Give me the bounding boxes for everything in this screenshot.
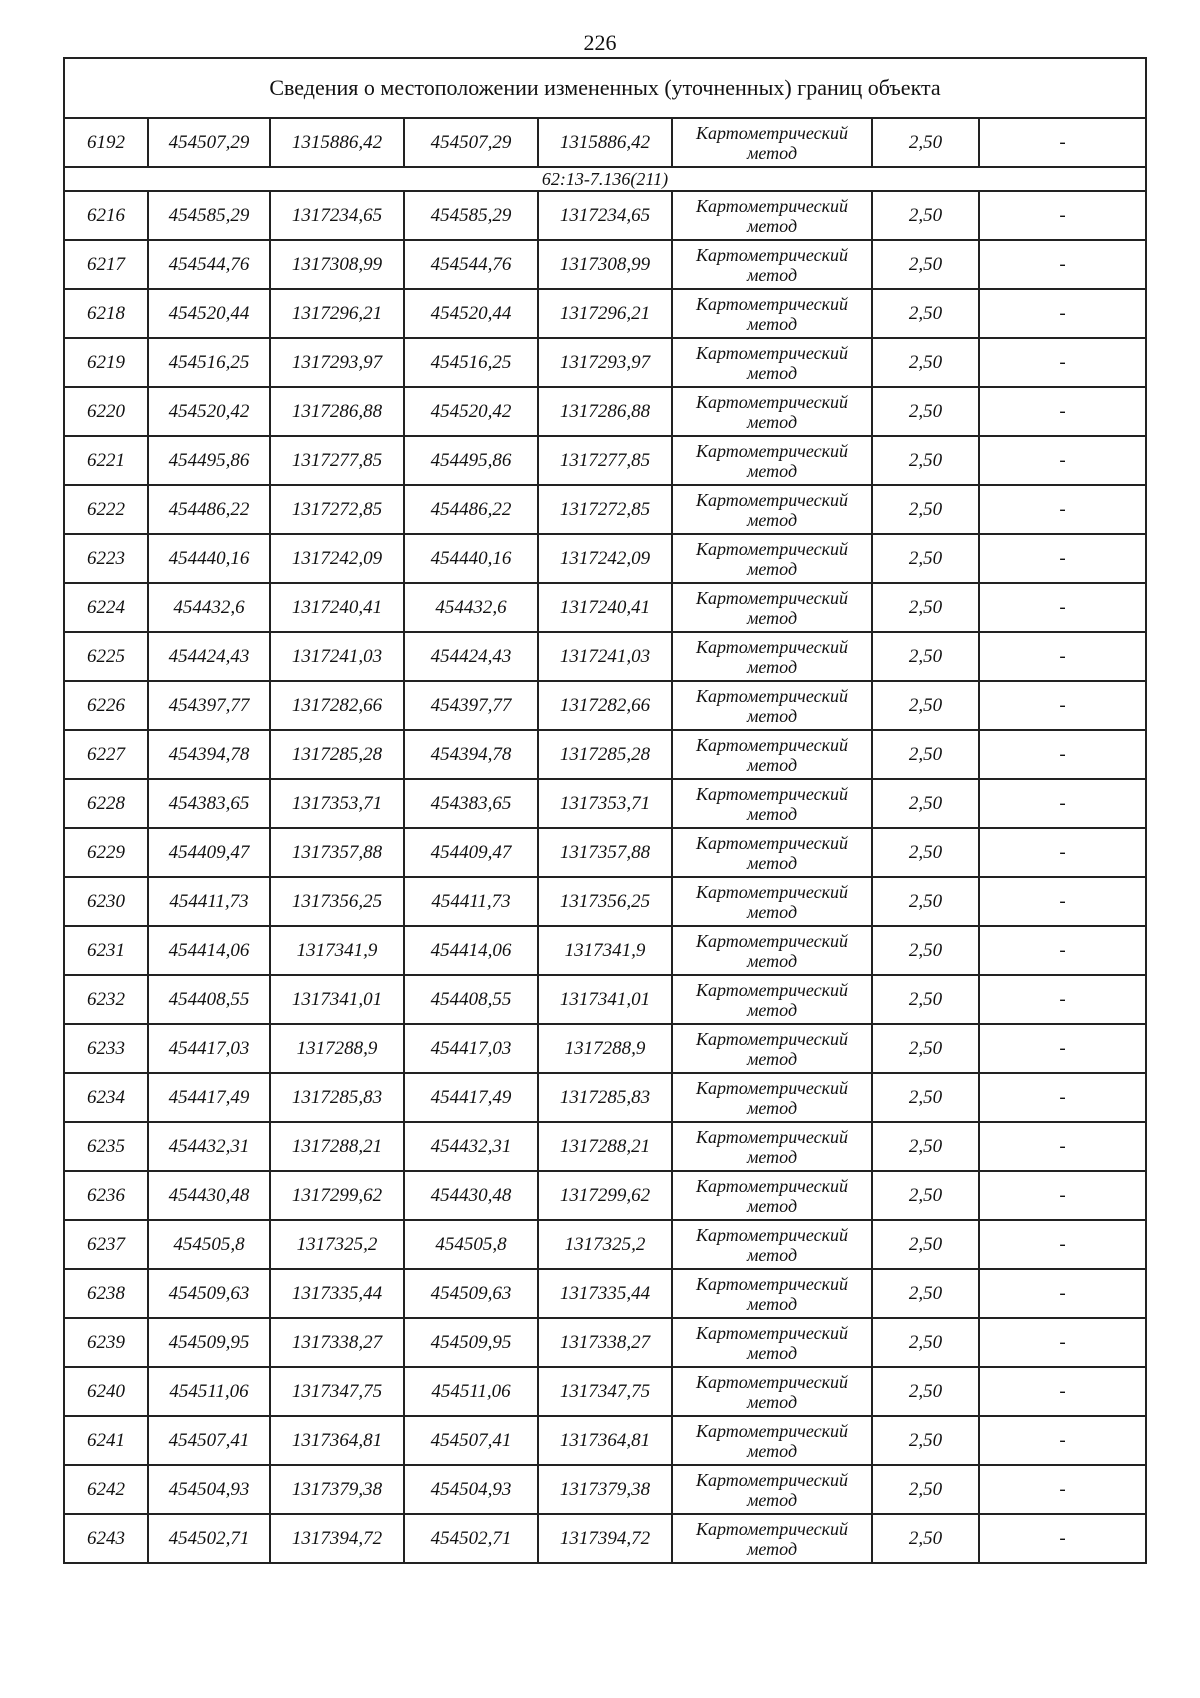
description-cell: - [979,828,1146,877]
table-row [64,1514,1146,1563]
y-new-cell: 1317288,9 [538,1024,672,1073]
point-number-cell: 6229 [64,828,148,877]
y-old-cell: 1317394,72 [270,1514,404,1563]
description-cell: - [979,1024,1146,1073]
table-row [64,1367,1146,1416]
description-cell: - [979,1220,1146,1269]
method-cell: Картометрический метод [672,485,872,534]
table-row [64,926,1146,975]
x-new-cell: 454509,95 [404,1318,538,1367]
accuracy-cell: 2,50 [872,632,979,681]
method-cell: Картометрический метод [672,926,872,975]
y-old-cell: 1315886,42 [270,118,404,167]
accuracy-cell: 2,50 [872,1318,979,1367]
x-new-cell: 454504,93 [404,1465,538,1514]
method-cell: Картометрический метод [672,583,872,632]
x-old-cell: 454411,73 [148,877,270,926]
x-new-cell: 454397,77 [404,681,538,730]
point-number-cell: 6221 [64,436,148,485]
x-new-cell: 454585,29 [404,191,538,240]
x-old-cell: 454383,65 [148,779,270,828]
x-old-cell: 454516,25 [148,338,270,387]
point-number-cell: 6238 [64,1269,148,1318]
method-cell: Картометрический метод [672,779,872,828]
y-old-cell: 1317296,21 [270,289,404,338]
point-number-cell: 6236 [64,1171,148,1220]
accuracy-cell: 2,50 [872,583,979,632]
accuracy-cell: 2,50 [872,730,979,779]
table-row [64,387,1146,436]
x-new-cell: 454440,16 [404,534,538,583]
y-new-cell: 1317394,72 [538,1514,672,1563]
y-old-cell: 1317338,27 [270,1318,404,1367]
y-old-cell: 1317285,83 [270,1073,404,1122]
table-row [64,1416,1146,1465]
x-new-cell: 454414,06 [404,926,538,975]
x-old-cell: 454432,31 [148,1122,270,1171]
x-new-cell: 454411,73 [404,877,538,926]
x-new-cell: 454520,42 [404,387,538,436]
x-old-cell: 454430,48 [148,1171,270,1220]
y-old-cell: 1317272,85 [270,485,404,534]
x-old-cell: 454408,55 [148,975,270,1024]
accuracy-cell: 2,50 [872,1073,979,1122]
method-cell: Картометрический метод [672,338,872,387]
x-old-cell: 454520,44 [148,289,270,338]
x-old-cell: 454509,95 [148,1318,270,1367]
x-old-cell: 454414,06 [148,926,270,975]
description-cell: - [979,118,1146,167]
description-cell: - [979,387,1146,436]
description-cell: - [979,730,1146,779]
table-row [64,118,1146,167]
x-new-cell: 454417,03 [404,1024,538,1073]
x-new-cell: 454495,86 [404,436,538,485]
method-cell: Картометрический метод [672,387,872,436]
y-new-cell: 1317293,97 [538,338,672,387]
x-old-cell: 454417,03 [148,1024,270,1073]
method-cell: Картометрический метод [672,191,872,240]
x-old-cell: 454509,63 [148,1269,270,1318]
y-new-cell: 1317341,9 [538,926,672,975]
table-row [64,975,1146,1024]
x-old-cell: 454397,77 [148,681,270,730]
method-cell: Картометрический метод [672,828,872,877]
x-new-cell: 454544,76 [404,240,538,289]
point-number-cell: 6241 [64,1416,148,1465]
accuracy-cell: 2,50 [872,1367,979,1416]
x-old-cell: 454502,71 [148,1514,270,1563]
x-old-cell: 454394,78 [148,730,270,779]
y-new-cell: 1317379,38 [538,1465,672,1514]
description-cell: - [979,289,1146,338]
table-row [64,828,1146,877]
y-new-cell: 1317299,62 [538,1171,672,1220]
point-number-cell: 6227 [64,730,148,779]
table-row [64,1465,1146,1514]
y-old-cell: 1317288,9 [270,1024,404,1073]
x-old-cell: 454486,22 [148,485,270,534]
x-new-cell: 454408,55 [404,975,538,1024]
method-cell: Картометрический метод [672,1269,872,1318]
y-old-cell: 1317364,81 [270,1416,404,1465]
point-number-cell: 6243 [64,1514,148,1563]
y-new-cell: 1317288,21 [538,1122,672,1171]
accuracy-cell: 2,50 [872,779,979,828]
y-old-cell: 1317286,88 [270,387,404,436]
description-cell: - [979,1465,1146,1514]
x-new-cell: 454417,49 [404,1073,538,1122]
y-new-cell: 1315886,42 [538,118,672,167]
accuracy-cell: 2,50 [872,118,979,167]
accuracy-cell: 2,50 [872,191,979,240]
x-new-cell: 454511,06 [404,1367,538,1416]
x-old-cell: 454505,8 [148,1220,270,1269]
y-new-cell: 1317242,09 [538,534,672,583]
description-cell: - [979,1318,1146,1367]
x-new-cell: 454383,65 [404,779,538,828]
y-old-cell: 1317341,01 [270,975,404,1024]
accuracy-cell: 2,50 [872,338,979,387]
description-cell: - [979,436,1146,485]
y-old-cell: 1317282,66 [270,681,404,730]
accuracy-cell: 2,50 [872,828,979,877]
y-new-cell: 1317285,28 [538,730,672,779]
table-title-row [64,58,1146,118]
x-old-cell: 454432,6 [148,583,270,632]
description-cell: - [979,1514,1146,1563]
y-new-cell: 1317335,44 [538,1269,672,1318]
y-old-cell: 1317241,03 [270,632,404,681]
y-new-cell: 1317353,71 [538,779,672,828]
x-old-cell: 454507,41 [148,1416,270,1465]
point-number-cell: 6223 [64,534,148,583]
x-old-cell: 454504,93 [148,1465,270,1514]
method-cell: Картометрический метод [672,1514,872,1563]
accuracy-cell: 2,50 [872,926,979,975]
y-new-cell: 1317338,27 [538,1318,672,1367]
accuracy-cell: 2,50 [872,1024,979,1073]
boundary-coordinates-table [63,57,1147,1564]
table-row [64,1269,1146,1318]
y-old-cell: 1317353,71 [270,779,404,828]
y-new-cell: 1317357,88 [538,828,672,877]
accuracy-cell: 2,50 [872,1416,979,1465]
description-cell: - [979,681,1146,730]
y-old-cell: 1317240,41 [270,583,404,632]
point-number-cell: 6230 [64,877,148,926]
method-cell: Картометрический метод [672,632,872,681]
y-new-cell: 1317277,85 [538,436,672,485]
method-cell: Картометрический метод [672,240,872,289]
method-cell: Картометрический метод [672,1318,872,1367]
x-old-cell: 454520,42 [148,387,270,436]
accuracy-cell: 2,50 [872,240,979,289]
description-cell: - [979,1367,1146,1416]
description-cell: - [979,338,1146,387]
method-cell: Картометрический метод [672,1465,872,1514]
method-cell: Картометрический метод [672,1367,872,1416]
description-cell: - [979,191,1146,240]
cadastral-number-label: 62:13-7.136(211) [64,167,1146,191]
method-cell: Картометрический метод [672,118,872,167]
description-cell: - [979,1122,1146,1171]
point-number-cell: 6231 [64,926,148,975]
description-cell: - [979,632,1146,681]
method-cell: Картометрический метод [672,975,872,1024]
point-number-cell: 6218 [64,289,148,338]
point-number-cell: 6237 [64,1220,148,1269]
accuracy-cell: 2,50 [872,289,979,338]
x-new-cell: 454394,78 [404,730,538,779]
accuracy-cell: 2,50 [872,1220,979,1269]
y-old-cell: 1317357,88 [270,828,404,877]
y-new-cell: 1317308,99 [538,240,672,289]
description-cell: - [979,926,1146,975]
method-cell: Картометрический метод [672,1171,872,1220]
point-number-cell: 6234 [64,1073,148,1122]
y-new-cell: 1317282,66 [538,681,672,730]
y-old-cell: 1317341,9 [270,926,404,975]
table-row [64,191,1146,240]
accuracy-cell: 2,50 [872,436,979,485]
table-row [64,1073,1146,1122]
table-row [64,338,1146,387]
y-new-cell: 1317272,85 [538,485,672,534]
accuracy-cell: 2,50 [872,1465,979,1514]
accuracy-cell: 2,50 [872,975,979,1024]
x-new-cell: 454520,44 [404,289,538,338]
x-new-cell: 454486,22 [404,485,538,534]
x-new-cell: 454409,47 [404,828,538,877]
x-new-cell: 454502,71 [404,1514,538,1563]
description-cell: - [979,779,1146,828]
y-old-cell: 1317242,09 [270,534,404,583]
table-row [64,1171,1146,1220]
method-cell: Картометрический метод [672,1024,872,1073]
point-number-cell: 6228 [64,779,148,828]
accuracy-cell: 2,50 [872,1122,979,1171]
point-number-cell: 6224 [64,583,148,632]
y-old-cell: 1317293,97 [270,338,404,387]
table-row [64,779,1146,828]
y-new-cell: 1317325,2 [538,1220,672,1269]
point-number-cell: 6240 [64,1367,148,1416]
x-new-cell: 454516,25 [404,338,538,387]
point-number-cell: 6225 [64,632,148,681]
y-new-cell: 1317341,01 [538,975,672,1024]
accuracy-cell: 2,50 [872,534,979,583]
y-new-cell: 1317356,25 [538,877,672,926]
description-cell: - [979,583,1146,632]
x-old-cell: 454544,76 [148,240,270,289]
y-old-cell: 1317379,38 [270,1465,404,1514]
accuracy-cell: 2,50 [872,1171,979,1220]
accuracy-cell: 2,50 [872,1269,979,1318]
x-new-cell: 454507,29 [404,118,538,167]
y-old-cell: 1317277,85 [270,436,404,485]
y-new-cell: 1317240,41 [538,583,672,632]
table-row [64,534,1146,583]
y-old-cell: 1317347,75 [270,1367,404,1416]
x-old-cell: 454507,29 [148,118,270,167]
y-new-cell: 1317285,83 [538,1073,672,1122]
table-row [64,583,1146,632]
table-row [64,1318,1146,1367]
table-title: Сведения о местоположении измененных (уточненных) границ объекта [64,58,1146,118]
description-cell: - [979,240,1146,289]
x-old-cell: 454511,06 [148,1367,270,1416]
description-cell: - [979,975,1146,1024]
description-cell: - [979,485,1146,534]
table-row [64,1122,1146,1171]
x-new-cell: 454505,8 [404,1220,538,1269]
table-row [64,632,1146,681]
method-cell: Картометрический метод [672,436,872,485]
point-number-cell: 6219 [64,338,148,387]
y-old-cell: 1317335,44 [270,1269,404,1318]
point-number-cell: 6239 [64,1318,148,1367]
y-new-cell: 1317241,03 [538,632,672,681]
y-old-cell: 1317285,28 [270,730,404,779]
table-row [64,681,1146,730]
y-new-cell: 1317364,81 [538,1416,672,1465]
x-new-cell: 454432,6 [404,583,538,632]
method-cell: Картометрический метод [672,289,872,338]
page-number: 226 [583,30,617,55]
x-old-cell: 454417,49 [148,1073,270,1122]
description-cell: - [979,1416,1146,1465]
x-old-cell: 454585,29 [148,191,270,240]
point-number-cell: 6232 [64,975,148,1024]
x-new-cell: 454432,31 [404,1122,538,1171]
method-cell: Картометрический метод [672,1122,872,1171]
y-old-cell: 1317288,21 [270,1122,404,1171]
point-number-cell: 6222 [64,485,148,534]
y-new-cell: 1317347,75 [538,1367,672,1416]
description-cell: - [979,1269,1146,1318]
y-old-cell: 1317234,65 [270,191,404,240]
point-number-cell: 6235 [64,1122,148,1171]
method-cell: Картометрический метод [672,877,872,926]
y-old-cell: 1317325,2 [270,1220,404,1269]
method-cell: Картометрический метод [672,1416,872,1465]
accuracy-cell: 2,50 [872,681,979,730]
table-row [64,240,1146,289]
description-cell: - [979,1073,1146,1122]
table-row [64,1220,1146,1269]
description-cell: - [979,877,1146,926]
y-new-cell: 1317286,88 [538,387,672,436]
accuracy-cell: 2,50 [872,1514,979,1563]
x-old-cell: 454495,86 [148,436,270,485]
x-new-cell: 454509,63 [404,1269,538,1318]
accuracy-cell: 2,50 [872,877,979,926]
point-number-cell: 6192 [64,118,148,167]
point-number-cell: 6220 [64,387,148,436]
description-cell: - [979,534,1146,583]
table-row [64,436,1146,485]
x-old-cell: 454440,16 [148,534,270,583]
method-cell: Картометрический метод [672,681,872,730]
method-cell: Картометрический метод [672,1073,872,1122]
table-row [64,485,1146,534]
description-cell: - [979,1171,1146,1220]
y-old-cell: 1317308,99 [270,240,404,289]
section-header-row [64,167,1146,191]
accuracy-cell: 2,50 [872,387,979,436]
point-number-cell: 6217 [64,240,148,289]
y-old-cell: 1317356,25 [270,877,404,926]
point-number-cell: 6233 [64,1024,148,1073]
table-row [64,289,1146,338]
point-number-cell: 6226 [64,681,148,730]
y-new-cell: 1317296,21 [538,289,672,338]
method-cell: Картометрический метод [672,534,872,583]
x-new-cell: 454424,43 [404,632,538,681]
table-row [64,1024,1146,1073]
x-old-cell: 454424,43 [148,632,270,681]
table-row [64,877,1146,926]
x-new-cell: 454430,48 [404,1171,538,1220]
y-new-cell: 1317234,65 [538,191,672,240]
x-old-cell: 454409,47 [148,828,270,877]
accuracy-cell: 2,50 [872,485,979,534]
y-old-cell: 1317299,62 [270,1171,404,1220]
point-number-cell: 6242 [64,1465,148,1514]
table-row [64,730,1146,779]
point-number-cell: 6216 [64,191,148,240]
method-cell: Картометрический метод [672,730,872,779]
method-cell: Картометрический метод [672,1220,872,1269]
x-new-cell: 454507,41 [404,1416,538,1465]
